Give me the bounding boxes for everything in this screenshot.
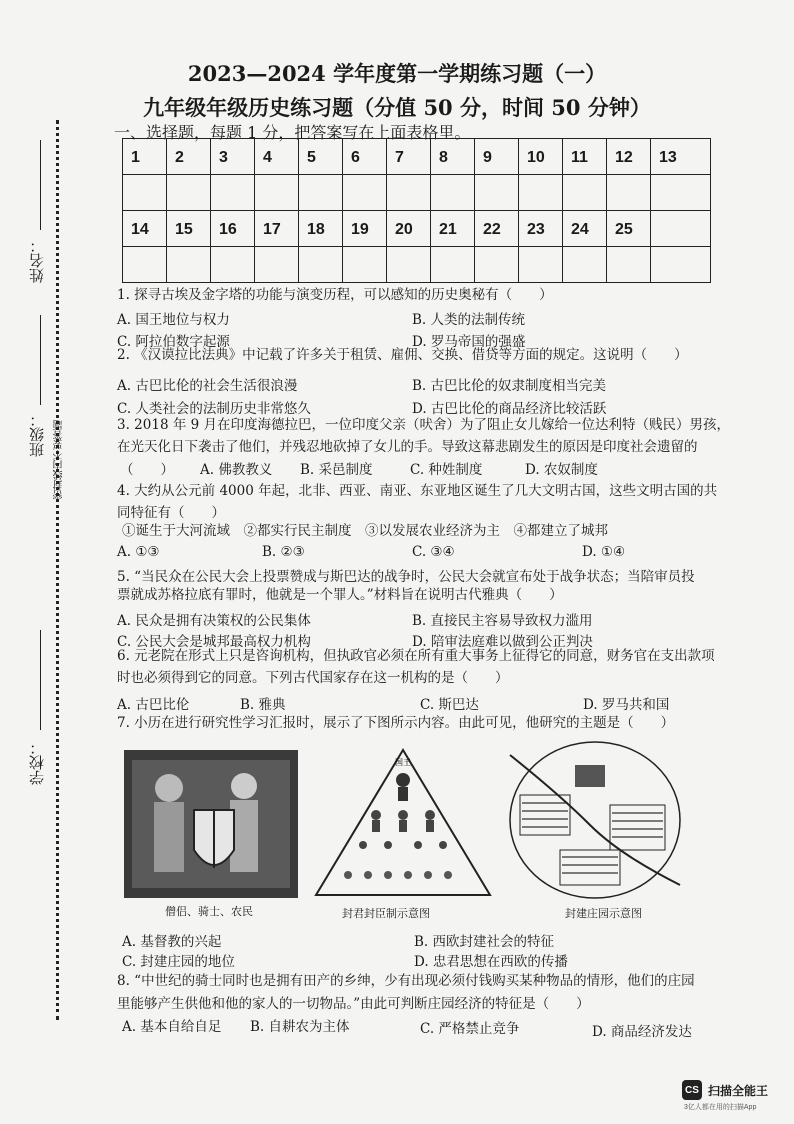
exam-title: 2023—2024 学年度第一学期练习题（一） (187, 61, 607, 86)
answer-number-cell: 5 (299, 139, 343, 175)
answer-number-cell: 8 (431, 139, 475, 175)
answer-number-cell: 3 (211, 139, 255, 175)
scanner-watermark (682, 1080, 768, 1100)
question-6-option-a: A. 古巴比伦 (117, 697, 190, 713)
question-6-option-d: D. 罗马共和国 (583, 697, 670, 713)
school-label: 学校： (28, 740, 46, 785)
question-2-option-a: A. 古巴比伦的社会生活很浪漫 (117, 378, 298, 394)
question-6-line2: 时也必须得到它的同意。下列古代国家存在这一机构的是（ ） (117, 670, 509, 686)
school-line (40, 630, 41, 730)
answer-table (122, 138, 711, 283)
question-8-option-d: D. 商品经济发达 (592, 1024, 692, 1040)
answer-number-cell: 23 (519, 211, 563, 247)
answer-number-cell: 18 (299, 211, 343, 247)
question-3-line2: 在光天化日下袭击了他们，并残忍地砍掉了女儿的手。导致这幕悲剧发生的原因是印度社会遗留的 (117, 439, 698, 455)
answer-number-cell: 11 (563, 139, 607, 175)
question-7-option-d: D. 忠君思想在西欧的传播 (414, 954, 568, 970)
question-2-stem: 2. 《汉谟拉比法典》中记载了许多关于租赁、雇佣、交换、借贷等方面的规定。这说明（ ） (117, 347, 688, 363)
answer-cell[interactable] (387, 175, 431, 211)
question-1-option-a: A. 国王地位与权力 (117, 312, 230, 328)
name-label: 姓名： (28, 238, 46, 283)
answer-cell[interactable] (475, 175, 519, 211)
answer-number-cell: 4 (255, 139, 299, 175)
answer-cell[interactable] (387, 247, 431, 283)
question-7-stem: 7. 小历在进行研究性学习汇报时，展示了下图所示内容。由此可见，他研究的主题是（ ） (117, 715, 675, 731)
answer-cell[interactable] (475, 247, 519, 283)
question-2-option-b: B. 古巴比伦的奴隶制度相当完美 (412, 378, 607, 394)
answer-cell[interactable] (167, 175, 211, 211)
question-4-items: ①诞生于大河流域 ②都实行民主制度 ③以发展农业经济为主 ④都建立了城邦 (122, 523, 608, 539)
answer-cell[interactable] (519, 247, 563, 283)
answer-number-cell: 20 (387, 211, 431, 247)
answer-cell[interactable] (299, 175, 343, 211)
answer-number-row (123, 139, 711, 175)
answer-cell[interactable] (519, 175, 563, 211)
section-heading: 一、选择题，每题 1 分，把答案写在上面表格里。 (114, 123, 471, 142)
figure-2-caption: 封君封臣制示意图 (342, 907, 430, 920)
question-3-line1: 3. 2018 年 9 月在印度海德拉巴，一位印度父亲（吠舍）为了阻止女儿嫁给一位达利特（贱民）男孩， (117, 417, 730, 433)
question-3-option-d: D. 农奴制度 (525, 462, 598, 478)
answer-cell[interactable] (167, 247, 211, 283)
figure-3-caption: 封建庄园示意图 (565, 907, 642, 920)
question-5-option-b: B. 直接民主容易导致权力滥用 (412, 613, 593, 629)
manor-map-figure (500, 735, 690, 905)
figure-1-caption: 僧侣、骑士、农民 (165, 905, 253, 918)
question-5-line2: 票就成苏格拉底有罪时，他就是一个罪人。”材料旨在说明古代雅典（ ） (117, 587, 563, 603)
answer-cell[interactable] (123, 247, 167, 283)
question-1-stem: 1. 探寻古埃及金字塔的功能与演变历程，可以感知的历史奥秘有（ ） (117, 287, 553, 303)
question-7-option-a: A. 基督教的兴起 (122, 934, 222, 950)
question-4-option-a: A. ①③ (117, 544, 160, 560)
answer-number-cell: 9 (475, 139, 519, 175)
question-4-option-d: D. ①④ (582, 544, 626, 560)
answer-number-cell: 16 (211, 211, 255, 247)
question-7-option-b: B. 西欧封建社会的特征 (414, 934, 555, 950)
answer-cell[interactable] (123, 175, 167, 211)
answer-number-cell: 13 (651, 139, 711, 175)
question-4-line2: 同特征有（ ） (117, 505, 225, 521)
question-8-line1: 8. “中世纪的骑士同时也是拥有田产的乡绅，少有出现必须付钱购买某种物品的情形，他们的庄园 (117, 973, 695, 989)
answer-cell[interactable] (563, 175, 607, 211)
answer-cell[interactable] (651, 175, 711, 211)
answer-cell[interactable] (651, 247, 711, 283)
answer-number-cell: 19 (343, 211, 387, 247)
question-1-option-d: D. 罗马帝国的强盛 (412, 334, 526, 350)
camscanner-icon: CS (682, 1080, 702, 1100)
question-8-option-a: A. 基本自给自足 (122, 1019, 222, 1035)
answer-cell[interactable] (299, 247, 343, 283)
question-3-option-c: C. 种姓制度 (410, 462, 483, 478)
answer-cell[interactable] (343, 247, 387, 283)
feudal-hierarchy-figure (308, 745, 498, 900)
question-3-option-a: A. 佛教教义 (200, 462, 273, 478)
answer-number-cell: 21 (431, 211, 475, 247)
answer-blank-row (123, 175, 711, 211)
answer-cell[interactable] (563, 247, 607, 283)
answer-cell[interactable] (255, 175, 299, 211)
answer-number-cell (651, 211, 711, 247)
question-6-option-b: B. 雅典 (240, 697, 286, 713)
question-7-option-c: C. 封建庄园的地位 (122, 954, 235, 970)
scanner-app-name: 扫描全能王 (708, 1083, 769, 1098)
answer-cell[interactable] (343, 175, 387, 211)
answer-number-cell: 15 (167, 211, 211, 247)
class-line (40, 315, 41, 405)
question-8-option-b: B. 自耕农为主体 (250, 1019, 350, 1035)
question-3-answer-paren: （ ） (120, 462, 174, 478)
question-1-option-b: B. 人类的法制传统 (412, 312, 526, 328)
answer-cell[interactable] (607, 247, 651, 283)
question-8-option-c: C. 严格禁止竞争 (420, 1021, 520, 1037)
question-5-option-d: D. 陪审法庭难以做到公正判决 (412, 634, 593, 650)
answer-cell[interactable] (431, 175, 475, 211)
monk-knight-peasant-figure (124, 750, 298, 898)
answer-number-cell: 10 (519, 139, 563, 175)
question-5-line1: 5. “当民众在公民大会上投票赞成与斯巴达的战争时，公民大会就宣布处于战争状态；当陪审员投 (117, 569, 695, 585)
answer-number-cell: 12 (607, 139, 651, 175)
seal-note: 密封线内不要答题 (54, 420, 65, 500)
question-2-option-c: C. 人类社会的法制历史非常悠久 (117, 401, 311, 417)
answer-number-cell: 17 (255, 211, 299, 247)
question-6-option-c: C. 斯巴达 (420, 697, 479, 713)
question-4-option-c: C. ③④ (412, 544, 455, 560)
question-1-option-c: C. 阿拉伯数字起源 (117, 334, 230, 350)
scanner-tagline: 3亿人都在用的扫描App (684, 1104, 757, 1111)
answer-number-cell: 1 (123, 139, 167, 175)
question-4-line1: 4. 大约从公元前 4000 年起，北非、西亚、南亚、东亚地区诞生了几大文明古国，这些文明古国的共 (117, 483, 718, 499)
question-3-option-b: B. 采邑制度 (300, 462, 373, 478)
answer-cell[interactable] (431, 247, 475, 283)
answer-number-cell: 6 (343, 139, 387, 175)
answer-cell[interactable] (255, 247, 299, 283)
answer-number-row (123, 211, 711, 247)
question-8-line2: 里能够产生供他和他的家人的一切物品。”由此可判断庄园经济的特征是（ ） (117, 996, 590, 1012)
answer-number-cell: 2 (167, 139, 211, 175)
answer-number-cell: 22 (475, 211, 519, 247)
answer-number-cell: 24 (563, 211, 607, 247)
exam-subtitle: 九年级年级历史练习题（分值 50 分，时间 50 分钟） (143, 95, 651, 120)
question-2-option-d: D. 古巴比伦的商品经济比较活跃 (412, 401, 607, 417)
answer-number-cell: 7 (387, 139, 431, 175)
answer-number-cell: 14 (123, 211, 167, 247)
answer-cell[interactable] (211, 175, 255, 211)
question-5-option-a: A. 民众是拥有决策权的公民集体 (117, 613, 311, 629)
answer-cell[interactable] (211, 247, 255, 283)
answer-cell[interactable] (607, 175, 651, 211)
class-label: 班级： (28, 412, 46, 457)
answer-number-cell: 25 (607, 211, 651, 247)
figure-2-top-label: 国王 (395, 758, 411, 767)
name-line (40, 140, 41, 230)
question-4-option-b: B. ②③ (262, 544, 305, 560)
answer-blank-row (123, 247, 711, 283)
question-6-line1: 6. 元老院在形式上只是咨询机构，但执政官必须在所有重大事务上征得它的同意，财务官在支出款项 (117, 648, 715, 664)
question-5-option-c: C. 公民大会是城邦最高权力机构 (117, 634, 311, 650)
seal-line (56, 120, 59, 1020)
